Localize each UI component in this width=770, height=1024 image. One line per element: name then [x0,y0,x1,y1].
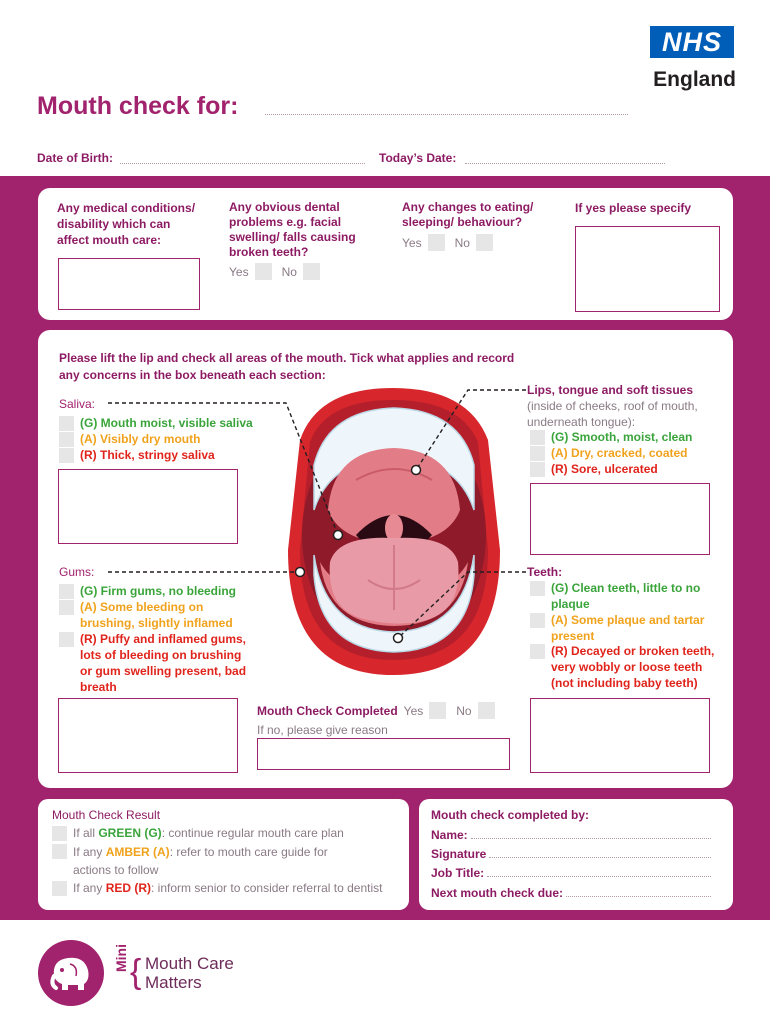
teeth-g-line: plaque [551,597,590,611]
completed-label: Mouth Check Completed [257,703,398,718]
no-label: No [281,264,297,279]
q-specify: If yes please specify [575,201,692,215]
job-field[interactable] [487,865,711,877]
brand-line2: Matters [145,973,202,992]
result-red [52,880,382,896]
signature-row [431,846,711,862]
signature-field[interactable] [489,846,711,858]
result-green [52,825,344,841]
nhs-logo [650,26,734,58]
dental-yes-checkbox[interactable] [255,263,272,280]
gums-r-line: breath [80,680,117,694]
reason-box[interactable] [257,738,510,770]
result-red-key: RED (R) [105,881,152,895]
result-green-checkbox[interactable] [52,826,67,841]
next-due-field[interactable] [566,885,711,897]
q3-line: sleeping/ behaviour? [402,215,523,229]
teeth-r-line: (R) Decayed or broken teeth, [551,644,715,658]
brand-bracket: { [130,953,142,991]
dob-label: Date of Birth: [37,151,113,165]
saliva-title: Saliva: [59,397,96,411]
result-green-post: : continue regular mouth care plan [161,826,344,840]
result-amber-checkbox[interactable] [52,844,67,859]
result-amber [52,843,328,879]
name-row [431,827,711,843]
q1-line: Any medical conditions/ [57,201,196,215]
result-green-text [73,825,344,841]
medical-conditions-box[interactable] [58,258,200,310]
reason-label: If no, please give reason [257,723,388,737]
todays-date-label: Today’s Date: [379,151,457,165]
completed-by-card [419,799,733,910]
yes-label: Yes [402,235,422,250]
eating-yes-no [402,234,493,251]
gums-title: Gums: [59,565,95,579]
gums-g-label: (G) Firm gums, no bleeding [80,584,236,598]
lips-sub2: underneath tongue): [527,415,636,429]
lips-g-label: (G) Smooth, moist, clean [551,430,693,444]
gums-r-line: or gum swelling present, bad [80,664,247,678]
teeth-g-line: (G) Clean teeth, little to no [551,581,701,595]
no-label: No [454,235,470,250]
result-amber-text [73,843,328,879]
teeth-a-line: (A) Some plaque and tartar [551,613,705,627]
q-medical-conditions [57,200,195,248]
teeth-title: Teeth: [527,565,563,579]
result-green-key: GREEN (G) [98,826,162,840]
q2-line: broken teeth? [229,245,309,259]
brand-line1: Mouth Care [145,954,234,973]
result-green-pre: If all [73,826,99,840]
result-amber-post2: actions to follow [73,863,159,877]
gums-a-line: brushing, slightly inflamed [80,616,233,630]
todays-date-field[interactable] [465,152,665,164]
elephant-icon-svg [38,940,104,1006]
dob-field[interactable] [120,152,365,164]
q2-line: swelling/ falls causing [229,230,356,244]
eating-no-checkbox[interactable] [476,234,493,251]
result-amber-post: : refer to mouth care guide for [169,845,328,859]
q-dental-problems [229,200,356,260]
saliva-r-label: (R) Thick, stringy saliva [80,448,215,462]
brand-name [145,954,234,992]
result-title: Mouth Check Result [52,808,161,822]
result-red-checkbox[interactable] [52,881,67,896]
saliva-g-label: (G) Mouth moist, visible saliva [80,416,253,430]
lips-a-label: (A) Dry, cracked, coated [551,446,688,460]
teeth-r-line: (not including baby teeth) [551,676,698,690]
signature-label: Signature [431,847,487,861]
elephant-icon [38,940,104,1006]
q2-line: Any obvious dental [229,200,340,214]
lips-r-label: (R) Sore, ulcerated [551,462,658,476]
teeth-r-line: very wobbly or loose teeth [551,660,703,674]
name-field[interactable] [471,827,711,839]
q-eating-changes [402,200,533,230]
q1-line: disability which can [57,217,171,231]
gums-r-line: (R) Puffy and inflamed gums, [80,632,247,646]
instructions-line: Please lift the lip and check all areas of the mouth. Tick what applies and record [59,351,515,365]
completed-by-title: Mouth check completed by: [431,808,590,822]
result-red-pre: If any [73,881,106,895]
mouth-illustration [38,330,733,788]
dental-yes-no [229,263,320,280]
result-amber-key: AMBER (A) [105,845,170,859]
yes-label: Yes [229,264,249,279]
q2-line: problems e.g. facial [229,215,342,229]
name-label: Name: [431,828,468,842]
eating-yes-checkbox[interactable] [428,234,445,251]
job-row [431,865,711,881]
gums-a-line: (A) Some bleeding on [80,600,204,614]
next-due-row [431,885,711,901]
questions-card [38,188,733,320]
saliva-a-label: (A) Visibly dry mouth [80,432,201,446]
result-red-post: : inform senior to consider referral to dentist [151,881,383,895]
lips-sub1: (inside of cheeks, roof of mouth, [527,399,698,413]
result-card [38,799,409,910]
instructions-line: any concerns in the box beneath each section: [59,368,326,382]
mouth-check-card [38,330,733,788]
nhs-logo-text: NHS [661,26,722,57]
next-due-label: Next mouth check due: [431,886,564,900]
mouth-check-completed [257,702,495,719]
completed-yes-label: Yes [403,703,424,718]
dental-no-checkbox[interactable] [303,263,320,280]
page-title: Mouth check for: [37,92,239,120]
gums-r-line: lots of bleeding on brushing [80,648,242,662]
result-amber-pre: If any [73,845,106,859]
q1-line: affect mouth care: [57,233,162,247]
lips-title: Lips, tongue and soft tissues [527,383,694,397]
teeth-a-line: present [551,629,595,643]
completed-no-label: No [456,703,472,718]
completed-yes-checkbox[interactable] [429,702,446,719]
patient-name-field[interactable] [265,98,628,115]
completed-no-checkbox[interactable] [478,702,495,719]
brand-mini: Mini [113,944,129,972]
result-red-text [73,880,382,896]
specify-box[interactable] [575,226,720,312]
job-label: Job Title: [431,866,485,880]
nhs-logo-sub: England [653,68,736,91]
q3-line: Any changes to eating/ [402,200,534,214]
